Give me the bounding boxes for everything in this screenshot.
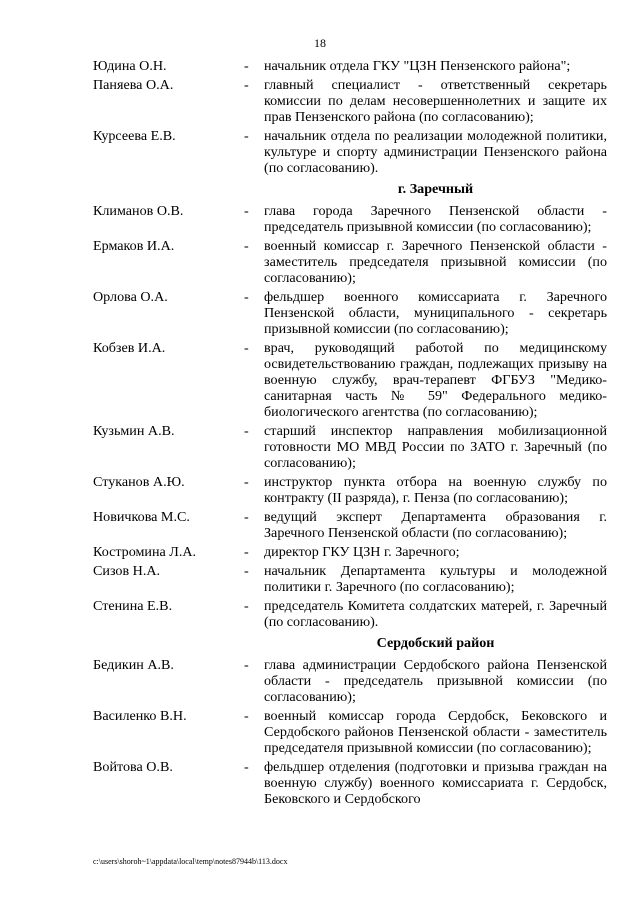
member-name: Василенко В.Н. (93, 708, 187, 724)
entry-dash: - (244, 544, 249, 560)
member-role: военный комиссар города Сердобск, Бековского и Сердобского районов Пензенской области - заместитель председателя призывной комиссии (по согласованию); (264, 708, 607, 756)
entry-dash: - (244, 474, 249, 490)
member-role: инструктор пункта отбора на военную службу по контракту (II разряда), г. Пенза (по согласованию); (264, 474, 607, 506)
member-name: Климанов О.В. (93, 203, 184, 219)
section-heading: г. Заречный (397, 181, 474, 197)
member-entry (93, 128, 607, 176)
member-name: Паняева О.А. (93, 77, 174, 93)
member-entry (93, 58, 607, 74)
section-heading: Сердобский район (376, 635, 495, 651)
entry-dash: - (244, 563, 249, 579)
member-role: начальник отдела ГКУ "ЦЗН Пензенского района"; (264, 58, 571, 74)
entry-dash: - (244, 340, 249, 356)
member-entry (93, 474, 607, 506)
member-name: Ермаков И.А. (93, 238, 175, 254)
member-name: Юдина О.Н. (93, 58, 167, 74)
entry-dash: - (244, 203, 249, 219)
member-name: Новичкова М.С. (93, 509, 190, 525)
member-entry (93, 289, 607, 337)
member-entry (93, 509, 607, 541)
member-role: глава города Заречного Пензенской области - председатель призывной комиссии (по согласованию); (264, 203, 607, 235)
member-role: начальник Департамента культуры и молодежной политики г. Заречного (по согласованию); (264, 563, 607, 595)
file-path-footer: c:\users\shoroh~1\appdata\local\temp\notes87944b\113.docx (93, 857, 288, 866)
member-role: фельдшер военного комиссариата г. Заречного Пензенской области, муниципального - секретарь призывной комиссии (по согласованию); (264, 289, 607, 337)
member-role: врач, руководящий работой по медицинскому освидетельствованию граждан, подлежащих призыву на военную службу, врач-терапевт ФГБУЗ "Медико-санитарная часть № 59" Федерального медико-биологического агентства (по согласованию); (264, 340, 607, 420)
member-entry (93, 340, 607, 420)
member-name: Кобзев И.А. (93, 340, 166, 356)
entry-dash: - (244, 77, 249, 93)
member-role: начальник отдела по реализации молодежной политики, культуре и спорту администрации Пензенского района (по согласованию). (264, 128, 607, 176)
member-entry (93, 708, 607, 756)
member-entry (93, 77, 607, 125)
entry-dash: - (244, 58, 249, 74)
section (93, 58, 607, 176)
entry-dash: - (244, 708, 249, 724)
section (93, 181, 607, 630)
section (93, 635, 607, 807)
member-entry (93, 203, 607, 235)
member-entry (93, 657, 607, 705)
member-name: Стенина Е.В. (93, 598, 173, 614)
commission-list (93, 58, 607, 810)
member-name: Стуканов А.Ю. (93, 474, 185, 490)
page-number: 18 (314, 36, 326, 50)
entry-dash: - (244, 289, 249, 305)
member-name: Орлова О.А. (93, 289, 168, 305)
member-entry (93, 423, 607, 471)
entry-dash: - (244, 128, 249, 144)
member-name: Кузьмин А.В. (93, 423, 175, 439)
member-role: фельдшер отделения (подготовки и призыва граждан на военную службу) военного комиссариата г. Сердобск, Бековского и Сердобского (264, 759, 607, 807)
entry-dash: - (244, 657, 249, 673)
member-entry (93, 563, 607, 595)
entry-dash: - (244, 509, 249, 525)
member-role: старший инспектор направления мобилизационной готовности МО МВД России по ЗАТО г. Заречный (по согласованию); (264, 423, 607, 471)
entry-dash: - (244, 759, 249, 775)
member-name: Курсеева Е.В. (93, 128, 176, 144)
entry-dash: - (244, 423, 249, 439)
member-role: глава администрации Сердобского района Пензенской области - председатель призывной комиссии (по согласованию); (264, 657, 607, 705)
member-role: председатель Комитета солдатских матерей, г. Заречный (по согласованию). (264, 598, 607, 630)
member-name: Костромина Л.А. (93, 544, 197, 560)
member-entry (93, 544, 607, 560)
member-entry (93, 598, 607, 630)
member-role: директор ГКУ ЦЗН г. Заречного; (264, 544, 460, 560)
member-role: ведущий эксперт Департамента образования г. Заречного Пензенской области (по согласованию); (264, 509, 607, 541)
entry-dash: - (244, 238, 249, 254)
member-entry (93, 759, 607, 807)
entry-dash: - (244, 598, 249, 614)
member-role: военный комиссар г. Заречного Пензенской области - заместитель председателя призывной комиссии (по согласованию); (264, 238, 607, 286)
member-name: Сизов Н.А. (93, 563, 161, 579)
member-entry (93, 238, 607, 286)
member-name: Войтова О.В. (93, 759, 173, 775)
member-name: Бедикин А.В. (93, 657, 174, 673)
member-role: главный специалист - ответственный секретарь комиссии по делам несовершеннолетних и защите их прав Пензенского района (по согласованию); (264, 77, 607, 125)
